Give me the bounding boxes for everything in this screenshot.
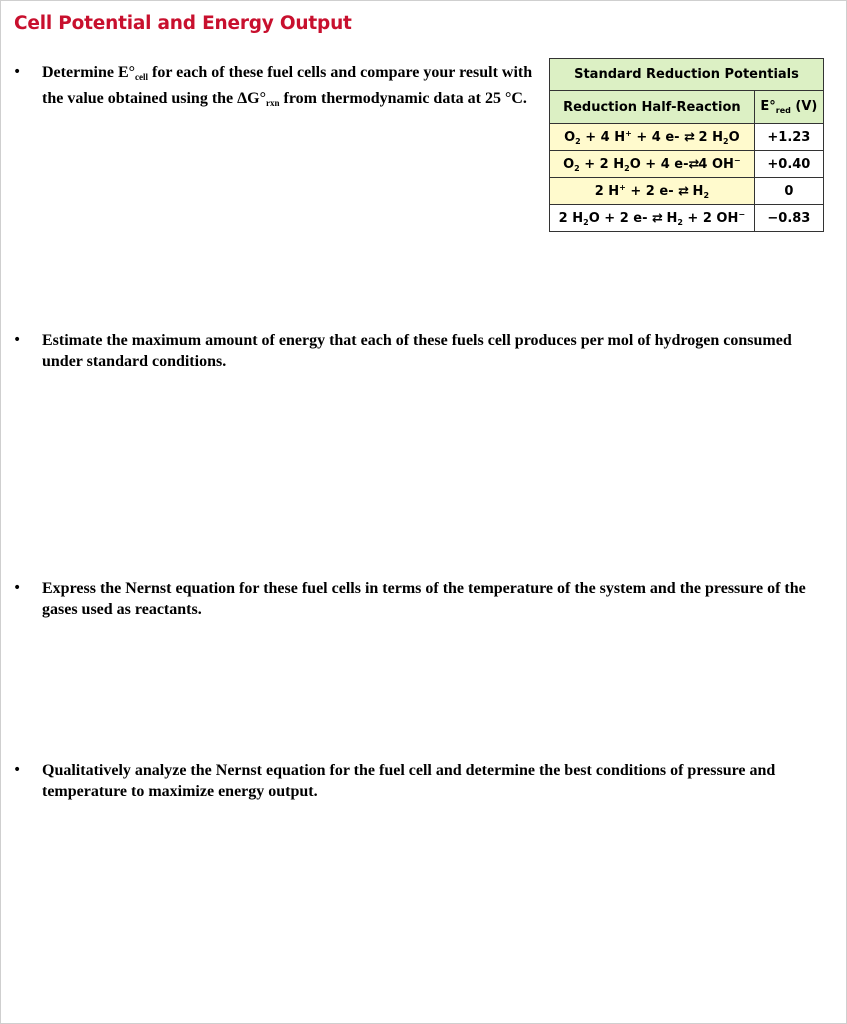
table-row-reaction-2 [550,151,755,178]
table-title: Standard Reduction Potentials [550,59,824,91]
question-2: Estimate the maximum amount of energy that each of these fuels cell produces per mol of hydrogen consumed under standard conditions. [42,332,792,370]
bullet-4: • [13,762,22,778]
bullet-2: • [13,332,22,348]
table-row-reaction-1 [550,124,755,151]
question-3: Express the Nernst equation for these fuel cells in terms of the temperature of the system and the pressure of the gases used as reactants. [42,580,806,618]
reduction-potentials-table [549,58,824,232]
column-header-reaction: Reduction Half-Reaction [550,91,755,124]
table-row-potential-4: −0.83 [754,205,823,232]
bullet-3: • [13,580,22,596]
table-row-potential-2: +0.40 [754,151,823,178]
table-row-potential-3: 0 [754,178,823,205]
table-row-reaction-4 [550,205,755,232]
table-row-reaction-3 [550,178,755,205]
equilibrium-arrow-icon: ⇄ [678,183,689,199]
reaction-text: 2 $H_2O + 2$ e- ⇄ $H_2 + 2$ OH− [558,209,746,227]
page-title: Cell Potential and Energy Output [14,13,352,34]
equilibrium-arrow-icon: ⇄ [652,210,662,226]
column-header-potential: $E^\circ_{red}$ (V) [754,91,823,124]
table-row-potential-1: +1.23 [754,124,823,151]
question-4: Qualitatively analyze the Nernst equation for the fuel cell and determine the best conditions of pressure and temperature to maximize energy output. [42,762,776,800]
equilibrium-arrow-icon: ⇄ [688,156,699,172]
question-1: Determine $E^\circ_{cell}$ for each of these fuel cells and compare your result with the value obtained using the $\Delta G^\circ_{rxn}$ from thermodynamic data at 25 °C. [42,64,533,108]
reaction-text: $O_2 + 4$ H+ + 4 e- ⇄ 2 $H_2O$ [564,128,740,146]
reaction-text: $O_2 + 2$ $H_2O + 4$ e-⇄4 OH− [563,155,741,173]
equilibrium-arrow-icon: ⇄ [684,129,695,145]
bullet-1: • [13,64,22,80]
reaction-text: 2 H+ + 2 e- ⇄ $H_2$ [594,182,710,200]
